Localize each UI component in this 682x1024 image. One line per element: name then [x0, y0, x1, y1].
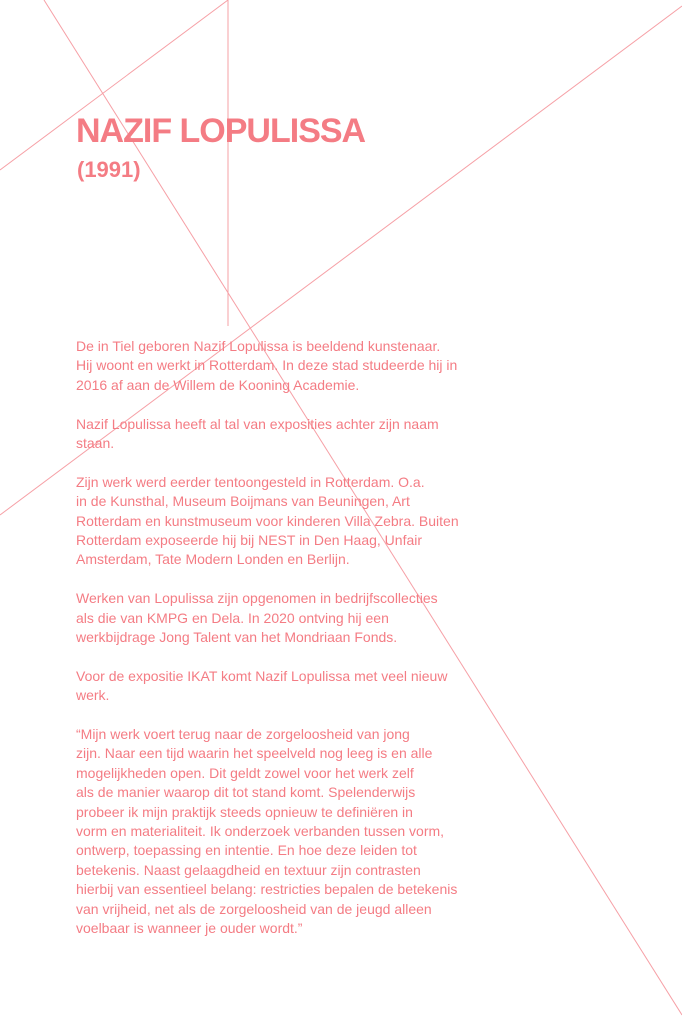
- paragraph: Zijn werk werd eerder tentoongesteld in Rotterdam. O.a. in de Kunsthal, Museum Boijmans van Beuningen, Art Rotterdam en kunstmuseum voor kinderen Villa Zebra. Buiten Rotterdam exposeerde hij bij NEST in Den Haag, Unfair Amsterdam, Tate Modern Londen en Berlijn.: [76, 473, 459, 568]
- paragraph: De in Tiel geboren Nazif Lopulissa is beeldend kunstenaar. Hij woont en werkt in Rotterdam. In deze stad studeerde hij in 2016 af aan de Willem de Kooning Academie.: [76, 338, 458, 393]
- paragraph: Werken van Lopulissa zijn opgenomen in bedrijfscollecties als die van KMPG en Dela. In 2020 ontving hij een werkbijdrage Jong Talent van het Mondriaan Fonds.: [76, 590, 438, 646]
- quote-paragraph: “Mijn werk voert terug naar de zorgeloosheid van jong zijn. Naar een tijd waarin het speelveld nog leeg is en alle mogelijkheden open. Dit geldt zowel voor het werk zelf als de manier waarop dit tot stand komt. Spelenderwijs probeer ik mijn praktijk steeds opnieuw te definiëren in vorm en materialiteit. Ik onderzoek verbanden tussen vorm, ontwerp, toepassing en intentie. En hoe deze leiden tot betekenis. Naast gelaagdheid en textuur zijn contrasten hierbij van essentieel belang: restricties bepalen de betekenis van vrijheid, net als de zorgeloosheid van de jeugd alleen voelbaar is wanneer je ouder wordt.”: [76, 726, 458, 937]
- biography-text: [76, 337, 516, 958]
- paragraph: Nazif Lopulissa heeft al tal van exposities achter zijn naam staan.: [76, 415, 439, 452]
- paragraph: Voor de expositie IKAT komt Nazif Lopulissa met veel nieuw werk.: [76, 667, 448, 704]
- birth-year: (1991): [77, 157, 141, 182]
- artist-name: NAZIF LOPULISSA: [76, 112, 366, 150]
